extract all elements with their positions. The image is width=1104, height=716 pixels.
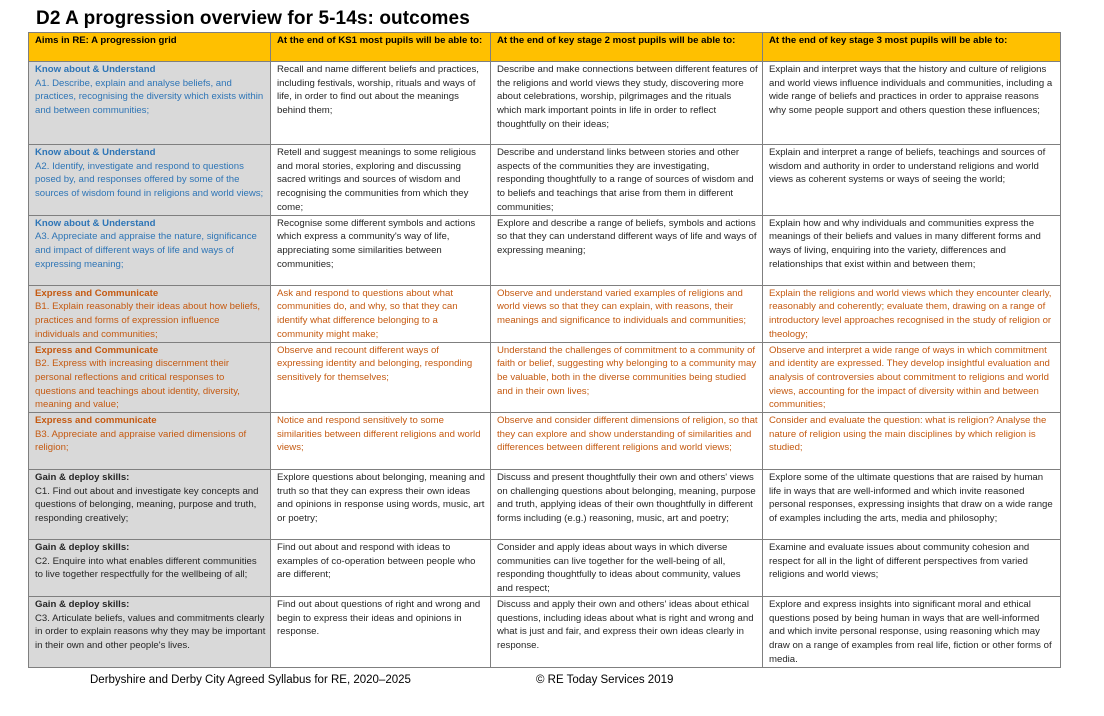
- aim-cell: [29, 342, 271, 413]
- table-row: [29, 597, 1061, 668]
- ks3-cell: Explain how and why individuals and communities express the meanings of their beliefs and values in many different forms and ways of living, enquiring into the variety, differences and relationships that exist within and between them;: [763, 215, 1061, 285]
- ks3-cell: Explore and express insights into significant moral and ethical questions posed by being human in ways that are well-informed and which invite personal response, using reasoning which may draw on a range of examples from real life, fiction or other forms of media.: [763, 597, 1061, 668]
- ks3-cell: Explain and interpret a range of beliefs, teachings and sources of wisdom and authority in order to understand religions and world views as coherent systems or ways of seeing the world;: [763, 145, 1061, 216]
- aim-text: C2. Enquire into what enables different communities to live together respectfully for the wellbeing of all;: [35, 555, 257, 581]
- ks1-cell: Find out about questions of right and wrong and begin to express their ideas and opinions in response.: [271, 597, 491, 668]
- ks1-cell: Explore questions about belonging, meaning and truth so that they can express their own ideas and opinions in response using words, music, art or poetry;: [271, 470, 491, 540]
- ks1-cell: Retell and suggest meanings to some religious and moral stories, exploring and discussing sacred writings and sources of wisdom and recognising the communities from which they come;: [271, 145, 491, 216]
- aim-cell: [29, 285, 271, 342]
- header-ks1: At the end of KS1 most pupils will be able to:: [271, 33, 491, 62]
- aim-cell: [29, 145, 271, 216]
- ks3-cell: Observe and interpret a wide range of ways in which commitment and identity are expressed. They develop insightful evaluation and analysis of controversies about commitment to religions and world views, accounting for the impact of diversity within and between communities;: [763, 342, 1061, 413]
- table-row: [29, 470, 1061, 540]
- aim-title: Express and Communicate: [35, 344, 159, 356]
- ks2-cell: Understand the challenges of commitment to a community of faith or belief, suggesting why belonging to a community may be valuable, both in the diverse communities being studied and in their own lives;: [491, 342, 763, 413]
- ks3-cell: Examine and evaluate issues about community cohesion and respect for all in the light of different perspectives from varied religions and world views;: [763, 540, 1061, 597]
- aim-text: A2. Identify, investigate and respond to questions posed by, and responses offered by some of the sources of wisdom found in religions and world views;: [35, 160, 264, 200]
- ks2-cell: Consider and apply ideas about ways in which diverse communities can live together for the well-being of all, responding thoughtfully to ideas about community, values and respect;: [491, 540, 763, 597]
- aim-cell: [29, 62, 271, 145]
- aim-title: Know about & Understand: [35, 147, 156, 158]
- aim-title: Express and communicate: [35, 415, 157, 427]
- ks2-cell: Observe and understand varied examples of religions and world views so that they can explain, with reasons, their meanings and significance to individuals and communities;: [491, 285, 763, 342]
- ks2-cell: Observe and consider different dimensions of religion, so that they can explore and show understanding of similarities and differences between different religions and world views;: [491, 413, 763, 470]
- ks1-cell: Observe and recount different ways of expressing identity and belonging, responding sensitively for themselves;: [271, 342, 491, 413]
- aim-cell: [29, 215, 271, 285]
- ks2-cell: Discuss and present thoughtfully their own and others' views on challenging questions about belonging, meaning, purpose and truth, applying ideas of their own thoughtfully in different forms including (e.g.) reasoning, music, art and poetry;: [491, 470, 763, 540]
- progression-grid: [28, 32, 1061, 668]
- ks1-cell: Recognise some different symbols and actions which express a community's way of life, appreciating some similarities between communities;: [271, 215, 491, 285]
- ks3-cell: Explain and interpret ways that the history and culture of religions and world views influence individuals and communities, including a wide range of beliefs and practices in order to appraise reasons why some people support and others question these influences;: [763, 62, 1061, 145]
- table-row: [29, 413, 1061, 470]
- aim-text: C3. Articulate beliefs, values and commitments clearly in order to explain reasons why they may be important in their own and other people's lives.: [35, 612, 266, 652]
- ks2-cell: Describe and understand links between stories and other aspects of the communities they are investigating, responding thoughtfully to a range of sources of wisdom and to beliefs and teachings that arise from them in different communities;: [491, 145, 763, 216]
- footer-copyright: © RE Today Services 2019: [536, 674, 674, 686]
- aim-text: C1. Find out about and investigate key concepts and questions of belonging, meaning, purpose and truth, responding creatively;: [35, 485, 259, 525]
- aim-text: A1. Describe, explain and analyse beliefs, and practices, recognising the diversity which exists within and between communities;: [35, 77, 264, 117]
- ks1-cell: Find out about and respond with ideas to examples of co-operation between people who are different;: [271, 540, 491, 597]
- table-row: [29, 285, 1061, 342]
- ks3-cell: Consider and evaluate the question: what is religion? Analyse the nature of religion using the main disciplines by which religion is studied;: [763, 413, 1061, 470]
- table-row: [29, 215, 1061, 285]
- aim-title: Gain & deploy skills:: [35, 472, 130, 484]
- header-aims: Aims in RE: A progression grid: [29, 33, 271, 62]
- header-ks2: At the end of key stage 2 most pupils will be able to:: [491, 33, 763, 62]
- ks2-cell: Discuss and apply their own and others' ideas about ethical questions, including ideas about what is right and wrong and what is just and fair, and express their own ideas clearly in response.: [491, 597, 763, 668]
- page-title: D2 A progression overview for 5-14s: outcomes: [36, 8, 470, 29]
- aim-text: B2. Express with increasing discernment their personal reflections and critical responses to questions and teachings about identity, diversity, meaning and value;: [35, 358, 240, 411]
- aim-text: B3. Appreciate and appraise varied dimensions of religion;: [35, 428, 247, 454]
- aim-cell: [29, 413, 271, 470]
- ks1-cell: Recall and name different beliefs and practices, including festivals, worship, rituals and ways of life, in order to find out about the meanings behind them;: [271, 62, 491, 145]
- footer-syllabus: Derbyshire and Derby City Agreed Syllabus for RE, 2020–2025: [90, 674, 411, 686]
- ks1-cell: Notice and respond sensitively to some similarities between different religions and world views;: [271, 413, 491, 470]
- table-row: [29, 62, 1061, 145]
- aim-title: Know about & Understand: [35, 64, 156, 75]
- aim-text: A3. Appreciate and appraise the nature, significance and impact of different ways of life and ways of expressing meaning;: [35, 231, 257, 270]
- aim-title: Gain & deploy skills:: [35, 542, 130, 554]
- header-ks3: At the end of key stage 3 most pupils will be able to:: [763, 33, 1061, 62]
- table-row: [29, 342, 1061, 413]
- ks1-cell: Ask and respond to questions about what communities do, and why, so that they can identify what difference belonging to a community might make;: [271, 285, 491, 342]
- ks3-cell: Explain the religions and world views which they encounter clearly, reasonably and coherently; evaluate them, drawing on a range of introductory level approaches recognised in the study of religion or theology;: [763, 285, 1061, 342]
- aim-cell: [29, 540, 271, 597]
- aim-title: Know about & Understand: [35, 217, 156, 229]
- header-row: [29, 33, 1061, 62]
- aim-text: B1. Explain reasonably their ideas about how beliefs, practices and forms of expression influence individuals and communities;: [35, 301, 261, 340]
- table-row: [29, 540, 1061, 597]
- aim-cell: [29, 470, 271, 540]
- aim-title: Gain & deploy skills:: [35, 599, 130, 611]
- ks2-cell: Explore and describe a range of beliefs, symbols and actions so that they can understand different ways of life and ways of expressing meaning;: [491, 215, 763, 285]
- ks2-cell: Describe and make connections between different features of the religions and world views they study, discovering more about celebrations, worship, pilgrimages and the rituals which mark important points in life in order to reflect thoughtfully on their ideas;: [491, 62, 763, 145]
- table-row: [29, 145, 1061, 216]
- ks3-cell: Explore some of the ultimate questions that are raised by human life in ways that are well-informed and which invite reasoned personal responses, expressing insights that draw on a wide range of examples including the arts, media and philosophy;: [763, 470, 1061, 540]
- aim-cell: [29, 597, 271, 668]
- aim-title: Express and Communicate: [35, 287, 159, 299]
